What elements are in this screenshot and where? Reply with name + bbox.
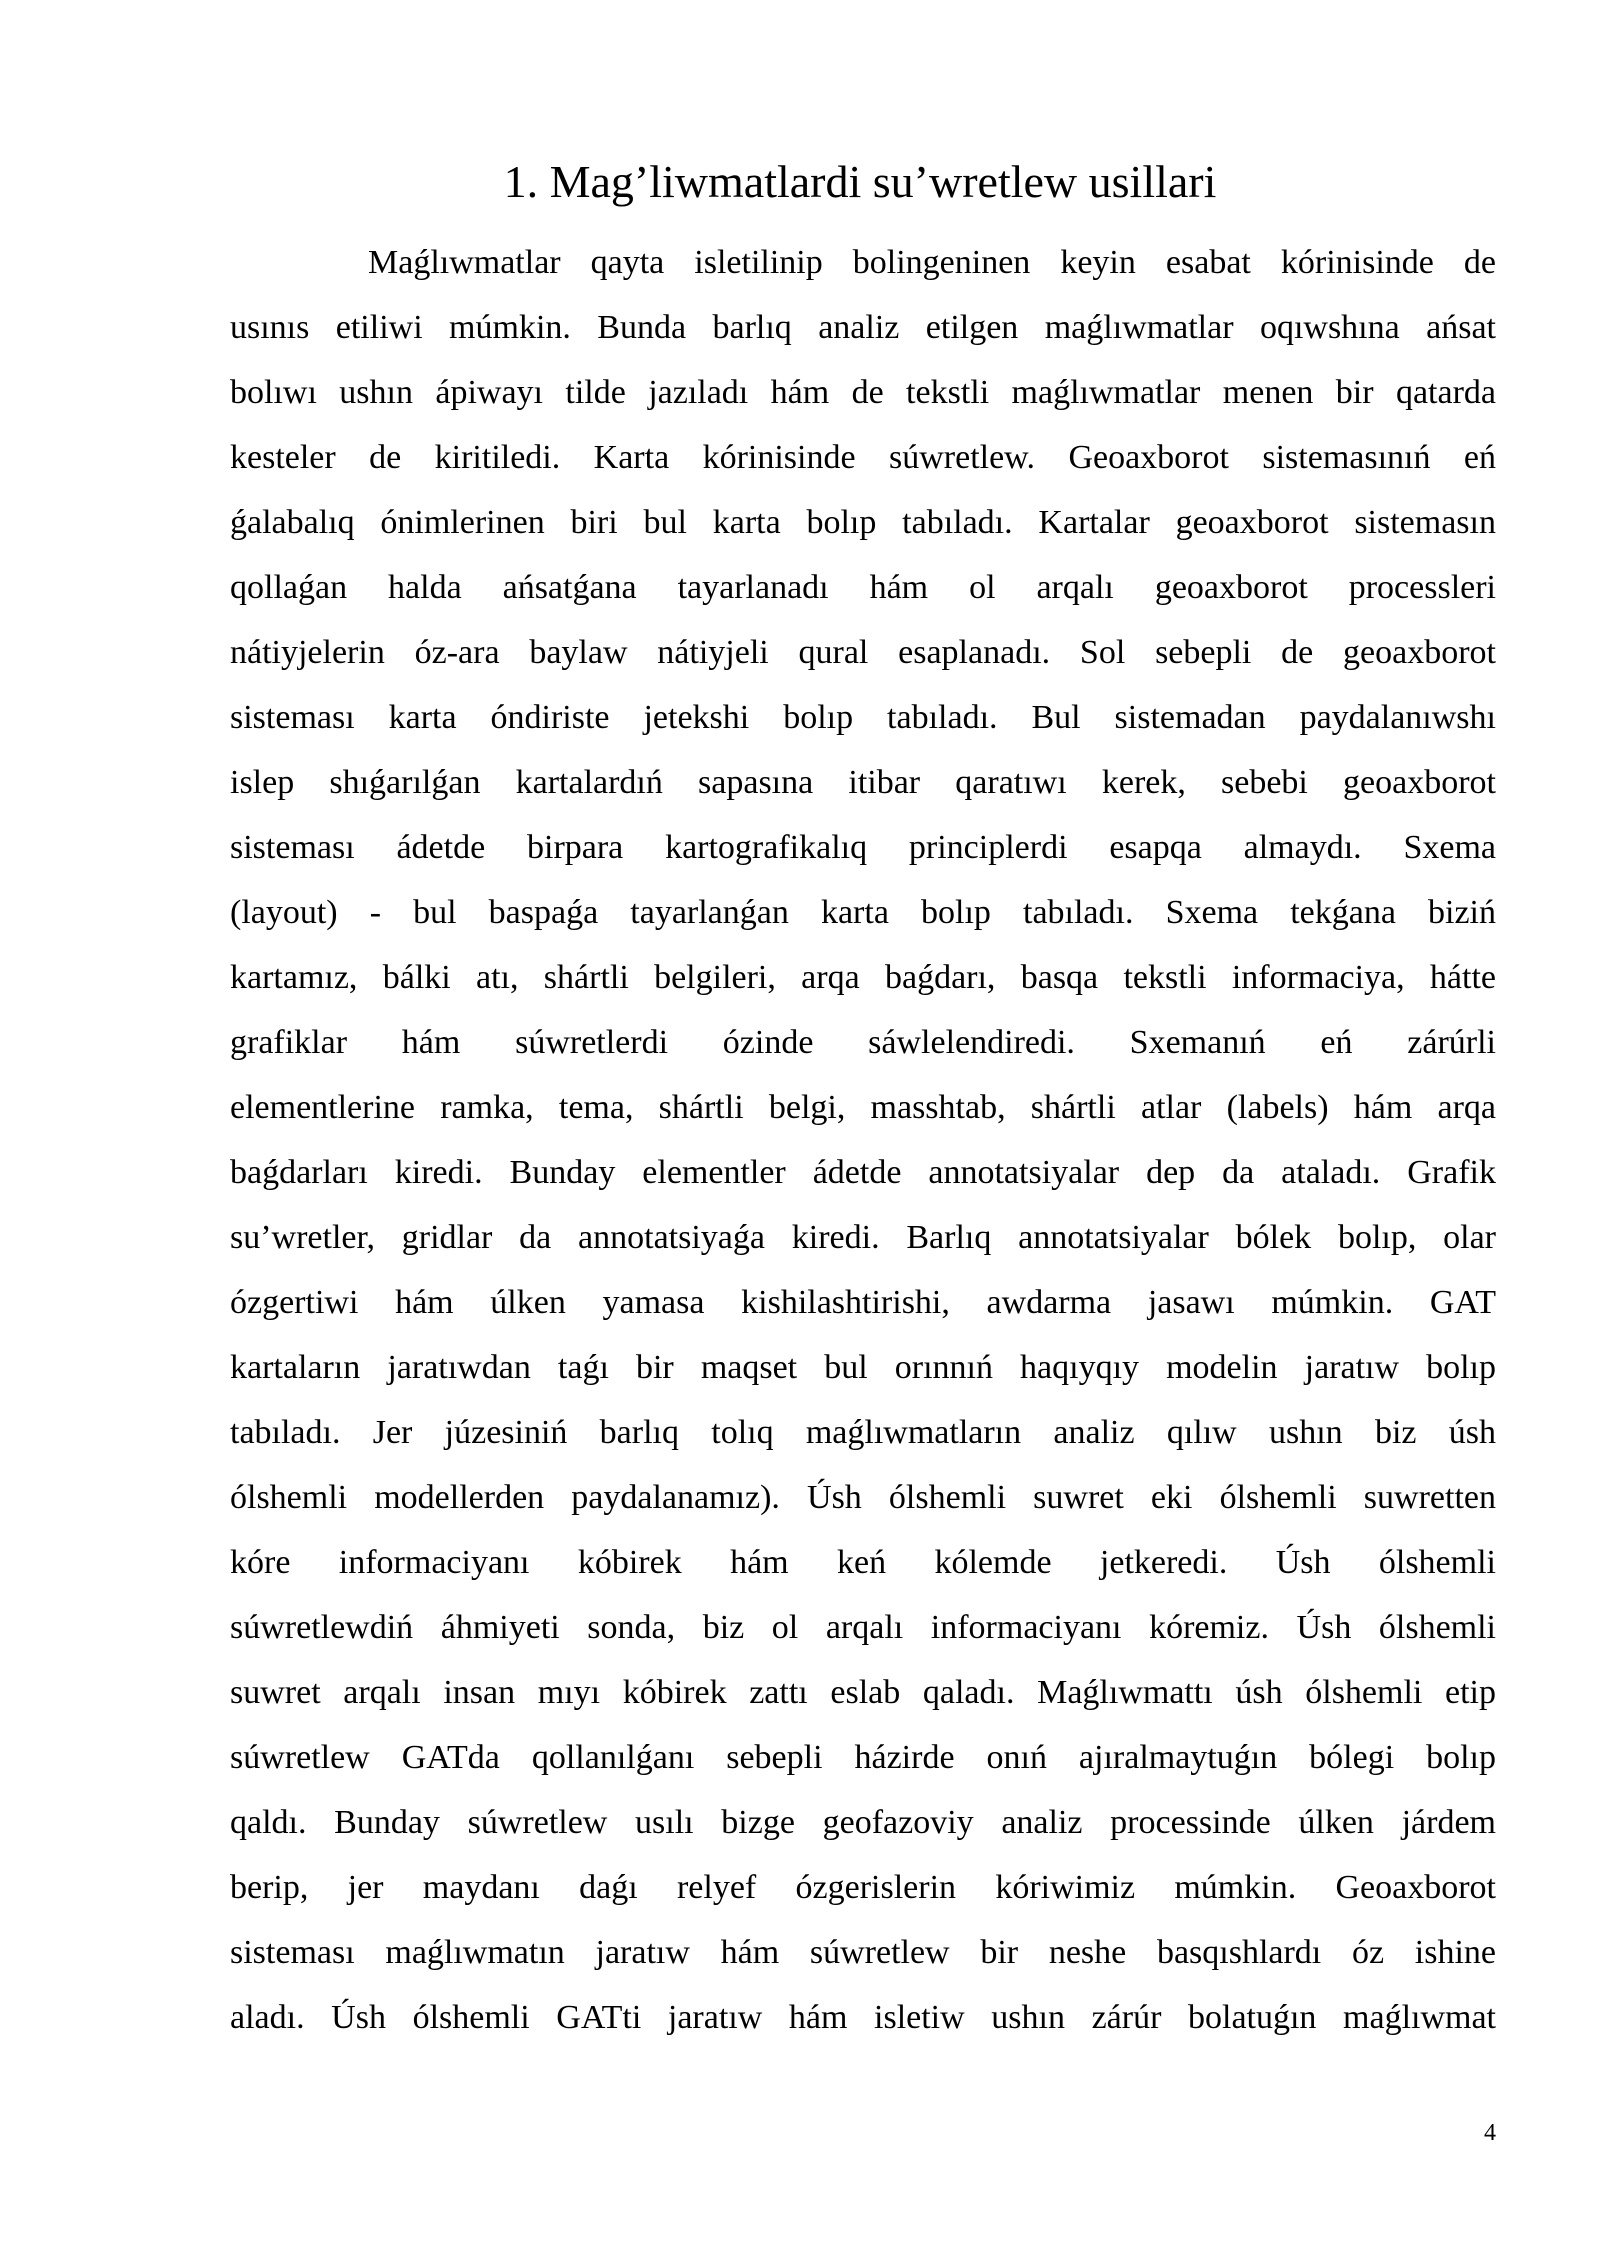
text-line: tabıladı. Jer júzesiniń barlıq tolıq maǵlıwmatların analiz qılıw ushın biz úsh [230,1414,1496,1451]
text-line: qaldı. Bunday súwretlew usılı bizge geofazoviy analiz processinde úlken járdem [230,1804,1496,1841]
text-line: grafiklar hám súwretlerdi ózinde sáwlelendiredi. Sxemanıń eń zárúrli [230,1024,1496,1061]
text-line: elementlerine ramka, tema, shártli belgi, masshtab, shártli atlar (labels) hám arqa [230,1089,1496,1126]
text-line: súwretlewdiń áhmiyeti sonda, biz ol arqalı informaciyanı kóremiz. Úsh ólshemli [230,1609,1496,1646]
text-line: sisteması maǵlıwmatın jaratıw hám súwretlew bir neshe basqıshlardı óz ishine [230,1934,1496,1971]
text-line: sisteması ádetde birpara kartografikalıq principlerdi esapqa almaydı. Sxema [230,829,1496,866]
text-line: sisteması karta óndiriste jetekshi bolıp tabıladı. Bul sistemadan paydalanıwshı [230,699,1496,736]
text-line: islep shıǵarılǵan kartalardıń sapasına itibar qaratıwı kerek, sebebi geoaxborot [230,764,1496,801]
text-line: suwret arqalı insan mıyı kóbirek zattı eslab qaladı. Maǵlıwmattı úsh ólshemli etip [230,1674,1496,1711]
page-number: 4 [1484,2120,1496,2146]
text-line: nátiyjelerin óz-ara baylaw nátiyjeli qural esaplanadı. Sol sebepli de geoaxborot [230,634,1496,671]
text-line: kesteler de kiritiledi. Karta kórinisinde súwretlew. Geoaxborot sistemasınıń eń [230,439,1496,476]
text-line: su’wretler, gridlar da annotatsiyaǵa kiredi. Barlıq annotatsiyalar bólek bolıp, olar [230,1219,1496,1256]
text-line: Maǵlıwmatlar qayta isletilinip bolingeninen keyin esabat kórinisinde de [368,244,1496,281]
text-line: súwretlew GATda qollanılǵanı sebepli házirde onıń ajıralmaytuǵın bólegi bolıp [230,1739,1496,1776]
text-line: kóre informaciyanı kóbirek hám keń kólemde jetkeredi. Úsh ólshemli [230,1544,1496,1581]
text-line: ózgertiwi hám úlken yamasa kishilashtirishi, awdarma jasawı múmkin. GAT [230,1284,1496,1321]
body-paragraph [230,230,1496,2050]
text-line: baǵdarları kiredi. Bunday elementler ádetde annotatsiyalar dep da ataladı. Grafik [230,1154,1496,1191]
text-line: berip, jer maydanı daǵı relyef ózgerislerin kóriwimiz múmkin. Geoaxborot [230,1869,1496,1906]
text-line: usınıs etiliwi múmkin. Bunda barlıq analiz etilgen maǵlıwmatlar oqıwshına ańsat [230,309,1496,346]
text-line: ólshemli modellerden paydalanamız). Úsh ólshemli suwret eki ólshemli suwretten [230,1479,1496,1516]
text-line: kartamız, bálki atı, shártli belgileri, arqa baǵdarı, basqa tekstli informaciya, hátte [230,959,1496,996]
text-line: kartaların jaratıwdan taǵı bir maqset bul orınnıń haqıyqıy modelin jaratıw bolıp [230,1349,1496,1386]
text-line: ǵalabalıq ónimlerinen biri bul karta bolıp tabıladı. Kartalar geoaxborot sistemasın [230,504,1496,541]
text-line: (layout) - bul baspaǵa tayarlanǵan karta bolıp tabıladı. Sxema tekǵana biziń [230,894,1496,931]
text-line: bolıwı ushın ápiwayı tilde jazıladı hám de tekstli maǵlıwmatlar menen bir qatarda [230,374,1496,411]
text-line: qollaǵan halda ańsatǵana tayarlanadı hám ol arqalı geoaxborot processleri [230,569,1496,606]
section-title: 1. Mag’liwmatlardi su’wretlew usillari [503,156,1217,207]
text-line: aladı. Úsh ólshemli GATti jaratıw hám isletiw ushın zárúr bolatuǵın maǵlıwmat [230,1999,1496,2036]
